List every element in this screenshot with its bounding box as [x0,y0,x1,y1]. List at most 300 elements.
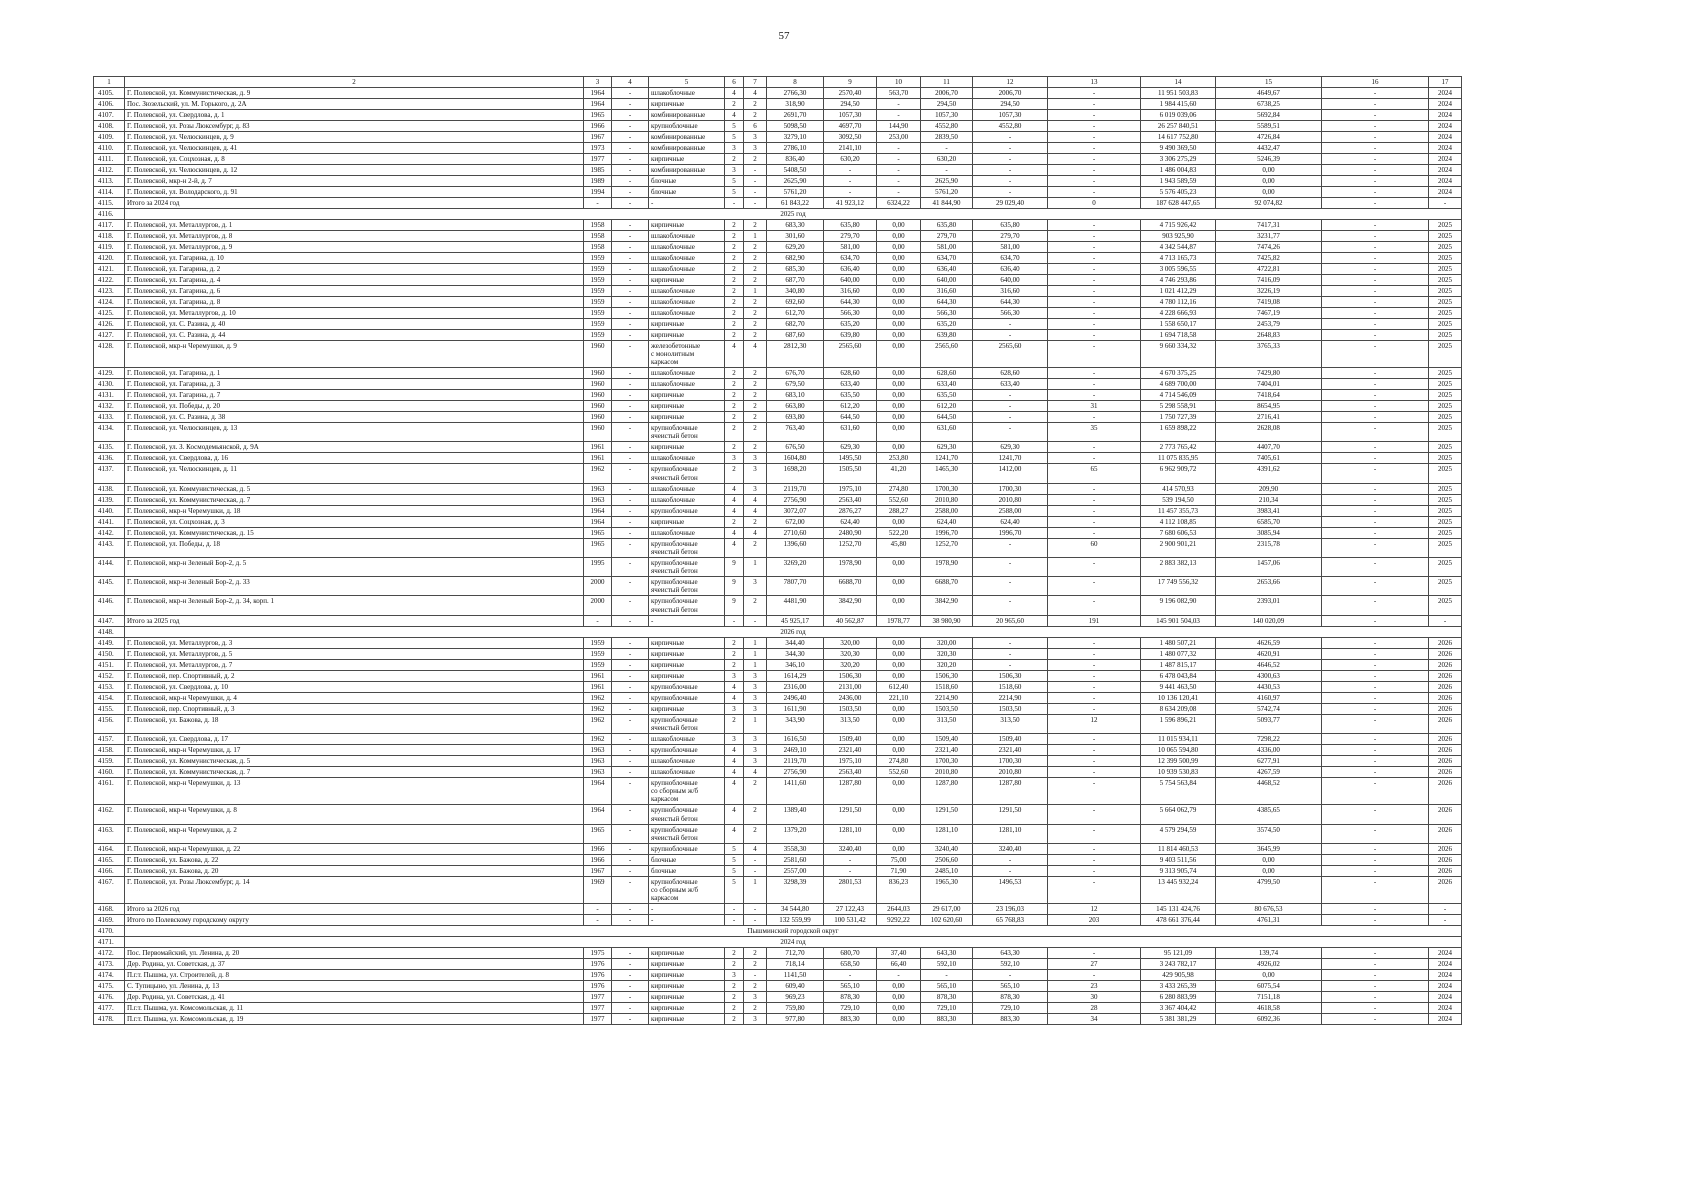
col-9-cell: 639,80 [824,329,877,340]
col-14-cell: 145 901 504,03 [1141,615,1216,626]
col-4-cell: - [612,516,649,527]
col-15-cell: 4267,59 [1216,766,1322,777]
col-7-cell: - [744,904,767,915]
row-number-cell: 4109. [94,131,125,142]
address-cell: Г. Полевской, ул. Челюскинцев, д. 9 [125,131,584,142]
col-4-cell: - [612,401,649,412]
row-number-cell: 4159. [94,755,125,766]
year-built-cell: 1959 [584,318,612,329]
col-16-cell: - [1322,120,1429,131]
col-9-cell: 3240,40 [824,843,877,854]
col-13-cell: - [1048,390,1141,401]
col-10-cell: 0,00 [877,412,921,423]
col-6-cell: 2 [725,442,744,453]
col-12-cell: 640,00 [973,274,1048,285]
col-4-cell: - [612,505,649,516]
col-15-cell: 4649,67 [1216,87,1322,98]
col-6-cell: 9 [725,557,744,576]
col-13-cell: - [1048,120,1141,131]
planned-year-cell: 2024 [1429,153,1462,164]
planned-year-cell: 2026 [1429,703,1462,714]
row-number-cell: 4132. [94,401,125,412]
col-4-cell: - [612,915,649,926]
col-13-cell: - [1048,637,1141,648]
address-cell: Г. Полевской, ул. Металлургов, д. 9 [125,241,584,252]
row-number-cell: 4129. [94,368,125,379]
col-7-cell: 2 [744,442,767,453]
col-4-cell: - [612,805,649,824]
col-9-cell: 658,50 [824,959,877,970]
col-12-cell: 294,50 [973,98,1048,109]
col-14-cell: 9 441 463,50 [1141,681,1216,692]
row-number-cell: 4146. [94,596,125,615]
col-7-cell: 2 [744,805,767,824]
wall-material-cell: блочные [649,175,725,186]
col-14-cell: 1 694 718,58 [1141,329,1216,340]
col-10-cell: 9292,22 [877,915,921,926]
col-8-cell: 663,80 [767,401,824,412]
col-16-cell: - [1322,904,1429,915]
col-6-cell: 2 [725,368,744,379]
address-cell: Г. Полевской, ул. Металлургов, д. 8 [125,230,584,241]
col-10-cell: 0,00 [877,423,921,442]
wall-material-cell: кирпичные [649,412,725,423]
table-row [94,992,1462,1003]
col-11-cell: 2839,50 [921,131,973,142]
table-row [94,401,1462,412]
year-built-cell: 1960 [584,412,612,423]
col-15-cell: 4618,58 [1216,1003,1322,1014]
col-9-cell: 635,50 [824,390,877,401]
col-9-cell: 320,30 [824,648,877,659]
year-built-cell: 1960 [584,423,612,442]
col-15-cell: 210,34 [1216,494,1322,505]
col-10-cell: - [877,164,921,175]
col-4-cell: - [612,379,649,390]
col-16-cell: - [1322,681,1429,692]
col-11-cell: 1291,50 [921,805,973,824]
year-built-cell: 1977 [584,992,612,1003]
col-4-cell: - [612,230,649,241]
col-12-cell: - [973,142,1048,153]
col-13-cell: - [1048,854,1141,865]
col-10-cell: 0,00 [877,340,921,368]
col-6-cell: 4 [725,87,744,98]
wall-material-cell: крупноблочные [649,505,725,516]
col-4-cell: - [612,766,649,777]
col-14-cell: 6 019 039,06 [1141,109,1216,120]
col-9-cell: 2321,40 [824,744,877,755]
col-13-cell: - [1048,670,1141,681]
year-built-cell: 2000 [584,596,612,615]
col-10-cell: 288,27 [877,505,921,516]
col-4-cell: - [612,175,649,186]
col-10-cell: 0,00 [877,659,921,670]
address-cell: Г. Полевской, ул. Коммунистическая, д. 7 [125,766,584,777]
col-8-cell: 2625,90 [767,175,824,186]
col-13-cell: - [1048,219,1141,230]
col-14-cell: 26 257 840,51 [1141,120,1216,131]
col-11-cell: 1503,50 [921,703,973,714]
col-10-cell: 563,70 [877,87,921,98]
col-4-cell: - [612,714,649,733]
table-row [94,120,1462,131]
col-7-cell: 1 [744,876,767,904]
col-6-cell: 4 [725,681,744,692]
table-row [94,865,1462,876]
total-row [94,915,1462,926]
col-7-cell: 3 [744,577,767,596]
col-15-cell: 0,00 [1216,865,1322,876]
table-row [94,230,1462,241]
col-12-cell: 566,30 [973,307,1048,318]
col-15-cell: 5589,51 [1216,120,1322,131]
col-7-cell: - [744,865,767,876]
section-row [94,208,1462,219]
col-13-cell: - [1048,340,1141,368]
col-8-cell: 1614,29 [767,670,824,681]
col-6-cell: 2 [725,153,744,164]
wall-material-cell: кирпичные [649,659,725,670]
col-9-cell: 565,10 [824,981,877,992]
col-9-cell: 1495,50 [824,453,877,464]
col-11-cell: 2506,60 [921,854,973,865]
col-7-cell: 1 [744,285,767,296]
col-8-cell: 687,70 [767,274,824,285]
col-8-cell: 629,20 [767,241,824,252]
col-6-cell: 2 [725,329,744,340]
col-8-cell: 61 843,22 [767,197,824,208]
col-12-cell: 643,30 [973,948,1048,959]
col-16-cell: - [1322,959,1429,970]
col-13-cell: 31 [1048,401,1141,412]
col-11-cell: 1965,30 [921,876,973,904]
col-15-cell: 7425,82 [1216,252,1322,263]
col-11-cell: 630,20 [921,153,973,164]
address-cell: Г. Полевской, ул. С. Разина, д. 38 [125,412,584,423]
col-12-cell: - [973,577,1048,596]
col-9-cell: 2563,40 [824,494,877,505]
col-16-cell: - [1322,131,1429,142]
col-14-cell: 4 714 546,09 [1141,390,1216,401]
address-cell: Г. Полевской, мкр-н Черемушки, д. 8 [125,805,584,824]
col-16-cell: - [1322,1014,1429,1025]
col-7-cell: 4 [744,494,767,505]
col-14-cell: 11 457 355,73 [1141,505,1216,516]
address-cell: Г. Полевской, мкр-н Черемушки, д. 17 [125,744,584,755]
wall-material-cell: кирпичные [649,1014,725,1025]
col-11-cell: 316,60 [921,285,973,296]
address-cell: Г. Полевской, ул. Челюскинцев, д. 41 [125,142,584,153]
column-header-5: 5 [649,77,725,88]
year-built-cell: 1960 [584,390,612,401]
col-7-cell: 2 [744,296,767,307]
col-6-cell: 2 [725,318,744,329]
col-10-cell: 0,00 [877,318,921,329]
row-number-cell: 4160. [94,766,125,777]
year-built-cell: 1962 [584,692,612,703]
col-13-cell: 203 [1048,915,1141,926]
col-13-cell: 34 [1048,1014,1141,1025]
planned-year-cell: 2025 [1429,274,1462,285]
col-4-cell: - [612,557,649,576]
col-10-cell: 0,00 [877,368,921,379]
address-cell: Дер. Родина, ул. Советская, д. 37 [125,959,584,970]
col-9-cell: 630,20 [824,153,877,164]
planned-year-cell: 2025 [1429,390,1462,401]
col-4-cell: - [612,423,649,442]
col-11-cell: 612,20 [921,401,973,412]
col-10-cell: 0,00 [877,843,921,854]
col-8-cell: 2119,70 [767,755,824,766]
row-number-cell: 4145. [94,577,125,596]
col-16-cell: - [1322,219,1429,230]
table-row [94,538,1462,557]
col-10-cell: 45,80 [877,538,921,557]
col-12-cell: 1281,10 [973,824,1048,843]
section-row [94,937,1462,948]
col-8-cell: 969,23 [767,992,824,1003]
col-7-cell: 4 [744,505,767,516]
col-7-cell: 2 [744,981,767,992]
col-7-cell: 4 [744,766,767,777]
col-9-cell: 635,80 [824,219,877,230]
col-9-cell: 566,30 [824,307,877,318]
col-7-cell: 2 [744,274,767,285]
col-12-cell: 316,60 [973,285,1048,296]
col-4-cell: - [612,412,649,423]
year-built-cell: - [584,197,612,208]
col-15-cell: 4391,62 [1216,464,1322,483]
col-7-cell: 2 [744,252,767,263]
table-row [94,98,1462,109]
col-13-cell: 60 [1048,538,1141,557]
col-6-cell: 4 [725,755,744,766]
col-4-cell: - [612,494,649,505]
col-10-cell: - [877,186,921,197]
col-14-cell: 3 367 404,42 [1141,1003,1216,1014]
table-row [94,87,1462,98]
col-14-cell: 1 596 896,21 [1141,714,1216,733]
col-4-cell: - [612,755,649,766]
col-12-cell: 1509,40 [973,733,1048,744]
wall-material-cell: шлакоблочные [649,379,725,390]
col-13-cell: - [1048,442,1141,453]
year-built-cell: 1959 [584,329,612,340]
col-14-cell: 9 313 905,74 [1141,865,1216,876]
col-12-cell: - [973,186,1048,197]
col-6-cell: 2 [725,648,744,659]
col-10-cell: 612,40 [877,681,921,692]
column-header-7: 7 [744,77,767,88]
wall-material-cell: шлакоблочные [649,263,725,274]
col-14-cell: 1 659 898,22 [1141,423,1216,442]
wall-material-cell: шлакоблочные [649,527,725,538]
col-6-cell: 2 [725,98,744,109]
address-cell: Г. Полевской, ул. Гагарина, д. 1 [125,368,584,379]
col-6-cell: 2 [725,1014,744,1025]
col-11-cell: 639,80 [921,329,973,340]
wall-material-cell: комбинированные [649,164,725,175]
col-11-cell: 6688,70 [921,577,973,596]
table-row [94,577,1462,596]
year-built-cell: 1960 [584,340,612,368]
col-9-cell: 644,50 [824,412,877,423]
year-built-cell: 1977 [584,1003,612,1014]
total-row [94,197,1462,208]
wall-material-cell: - [649,904,725,915]
col-7-cell: - [744,854,767,865]
col-10-cell: 0,00 [877,516,921,527]
planned-year-cell: 2024 [1429,142,1462,153]
address-cell: Г. Полевской, мкр-н Черемушки, д. 4 [125,692,584,703]
planned-year-cell: 2025 [1429,442,1462,453]
col-16-cell: - [1322,285,1429,296]
wall-material-cell: кирпичные [649,970,725,981]
col-10-cell: 0,00 [877,274,921,285]
row-number-cell: 4169. [94,915,125,926]
year-built-cell: 1961 [584,453,612,464]
col-16-cell: - [1322,296,1429,307]
wall-material-cell: - [649,915,725,926]
row-number-cell: 4155. [94,703,125,714]
col-16-cell: - [1322,824,1429,843]
wall-material-cell: кирпичные [649,401,725,412]
address-cell: Г. Полевской, ул. Бажова, д. 22 [125,854,584,865]
col-12-cell: 65 768,83 [973,915,1048,926]
wall-material-cell: кирпичные [649,948,725,959]
col-9-cell: 2565,60 [824,340,877,368]
col-13-cell: - [1048,379,1141,390]
wall-material-cell: крупноблочные ячеистый бетон [649,557,725,576]
year-built-cell: 1976 [584,970,612,981]
col-9-cell: 1505,50 [824,464,877,483]
col-4-cell: - [612,981,649,992]
col-4-cell: - [612,824,649,843]
year-built-cell: 1964 [584,805,612,824]
col-8-cell: 2469,10 [767,744,824,755]
col-12-cell: 634,70 [973,252,1048,263]
col-16-cell: - [1322,744,1429,755]
row-number-cell: 4125. [94,307,125,318]
col-13-cell: - [1048,412,1141,423]
col-9-cell: 640,00 [824,274,877,285]
year-built-cell: 1965 [584,527,612,538]
col-9-cell: 729,10 [824,1003,877,1014]
planned-year-cell: 2026 [1429,854,1462,865]
col-13-cell: - [1048,659,1141,670]
wall-material-cell: крупноблочные ячеистый бетон [649,464,725,483]
col-13-cell: - [1048,824,1141,843]
col-15-cell: 0,00 [1216,854,1322,865]
col-11-cell: 294,50 [921,98,973,109]
col-10-cell: 552,60 [877,766,921,777]
col-7-cell: 2 [744,109,767,120]
col-7-cell: 2 [744,329,767,340]
row-number-cell: 4122. [94,274,125,285]
col-6-cell: 4 [725,777,744,805]
col-6-cell: 4 [725,527,744,538]
col-7-cell: 2 [744,401,767,412]
col-15-cell: 92 074,82 [1216,197,1322,208]
planned-year-cell: 2024 [1429,120,1462,131]
col-8-cell: 132 559,99 [767,915,824,926]
col-15-cell: 7467,19 [1216,307,1322,318]
col-14-cell: 5 576 405,23 [1141,186,1216,197]
col-10-cell: - [877,970,921,981]
col-13-cell: 191 [1048,615,1141,626]
col-16-cell: - [1322,596,1429,615]
col-4-cell: - [612,703,649,714]
col-16-cell: - [1322,368,1429,379]
col-7-cell: - [744,970,767,981]
col-12-cell: 628,60 [973,368,1048,379]
col-6-cell: 2 [725,252,744,263]
col-4-cell: - [612,120,649,131]
planned-year-cell: 2024 [1429,186,1462,197]
col-8-cell: 1411,60 [767,777,824,805]
col-8-cell: 683,30 [767,219,824,230]
planned-year-cell: 2025 [1429,412,1462,423]
col-12-cell: 1700,30 [973,755,1048,766]
col-10-cell: 0,00 [877,637,921,648]
table-row [94,959,1462,970]
col-10-cell: 0,00 [877,596,921,615]
col-14-cell: 10 136 120,41 [1141,692,1216,703]
col-10-cell: 0,00 [877,230,921,241]
col-15-cell: 5692,84 [1216,109,1322,120]
row-number-cell: 4127. [94,329,125,340]
col-9-cell: 2876,27 [824,505,877,516]
col-11-cell: 635,50 [921,390,973,401]
column-header-15: 15 [1216,77,1322,88]
col-13-cell: - [1048,483,1141,494]
col-16-cell: - [1322,153,1429,164]
col-8-cell: 318,90 [767,98,824,109]
col-13-cell: - [1048,142,1141,153]
col-6-cell: 2 [725,516,744,527]
col-6-cell: 2 [725,659,744,670]
col-7-cell: 3 [744,744,767,755]
col-6-cell: - [725,904,744,915]
col-10-cell: 0,00 [877,241,921,252]
planned-year-cell: 2024 [1429,175,1462,186]
col-11-cell: 1700,30 [921,755,973,766]
table-row [94,755,1462,766]
wall-material-cell: крупноблочные ячеистый бетон [649,577,725,596]
wall-material-cell: кирпичные [649,219,725,230]
year-built-cell: 1961 [584,681,612,692]
year-built-cell: 1964 [584,505,612,516]
col-6-cell: 2 [725,464,744,483]
col-16-cell: - [1322,142,1429,153]
year-built-cell: 1960 [584,379,612,390]
row-number-cell: 4165. [94,854,125,865]
row-number-cell: 4175. [94,981,125,992]
col-12-cell: - [973,412,1048,423]
col-4-cell: - [612,992,649,1003]
address-cell: Пос. Первомайский, ул. Ленина, д. 20 [125,948,584,959]
header-row [94,77,1462,88]
col-11-cell: 279,70 [921,230,973,241]
col-11-cell: 883,30 [921,1014,973,1025]
row-number-cell: 4174. [94,970,125,981]
col-6-cell: 2 [725,296,744,307]
year-built-cell: - [584,904,612,915]
col-14-cell: 4 713 165,73 [1141,252,1216,263]
col-8-cell: 712,70 [767,948,824,959]
address-cell: Итого за 2025 год [125,615,584,626]
